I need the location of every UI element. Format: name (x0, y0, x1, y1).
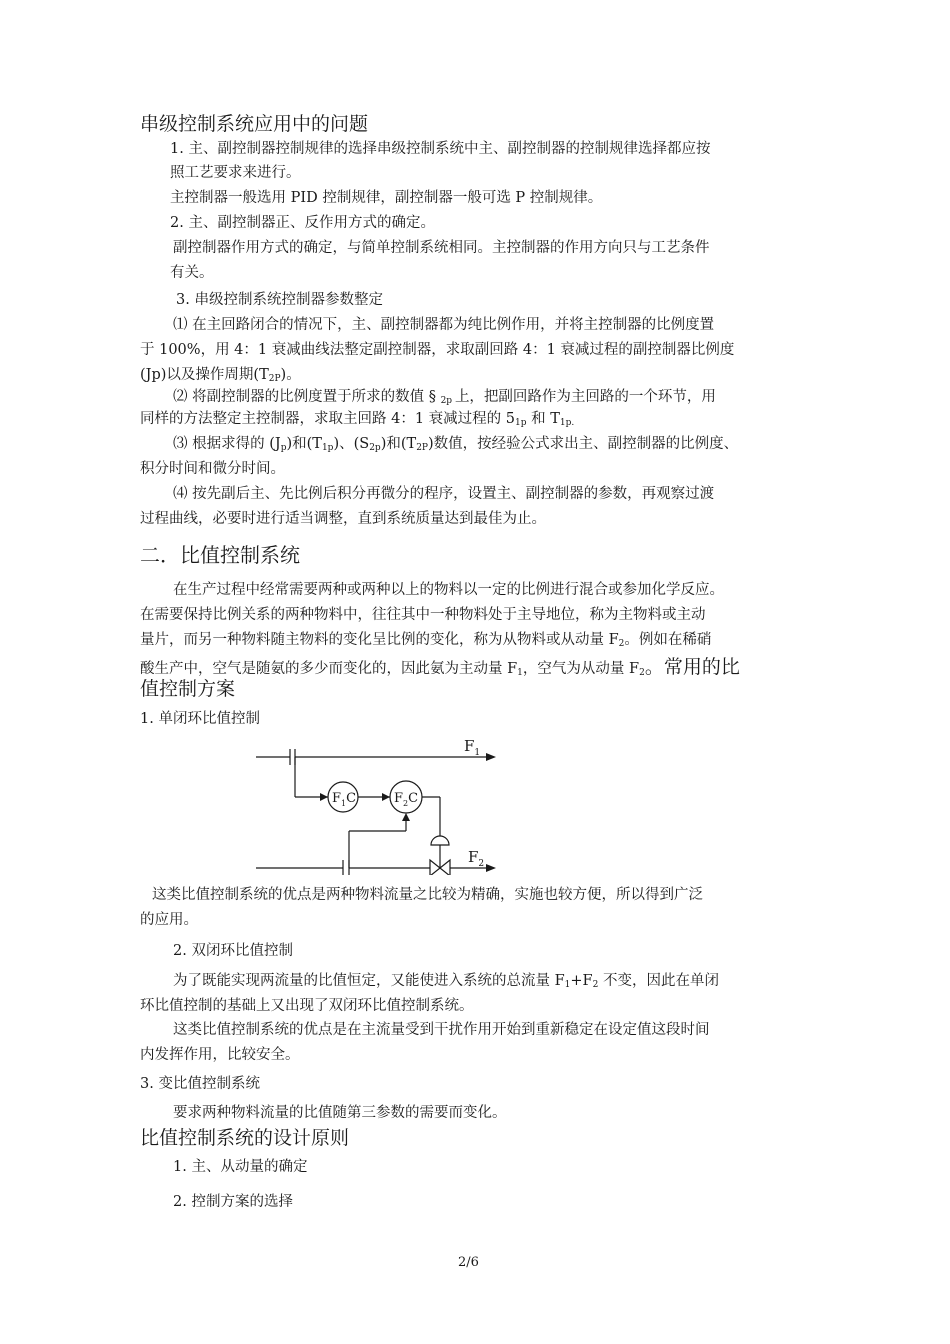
paragraph: (Jp)以及操作周期$(T_{2P})$。 (140, 367, 301, 384)
paragraph: 有关。 (170, 265, 214, 281)
paragraph: 量片，而另一种物料随主物料的变化呈比例的变化，称为从物料或从动量 $F_2$。例如在稀硝 (140, 632, 712, 649)
paragraph: 2. 主、副控制器正、反作用方式的确定。 (170, 215, 435, 231)
label-f2: $F_2$ (468, 848, 485, 869)
ratio-control-diagram (250, 735, 510, 875)
paragraph: 要求两种物料流量的比值随第三参数的需要而变化。 (173, 1105, 507, 1121)
paragraph: 的应用。 (140, 912, 198, 928)
paragraph: 在需要保持比例关系的两种物料中，往往其中一种物料处于主导地位，称为主物料或主动 (140, 607, 706, 623)
paragraph: 内发挥作用，比较安全。 (140, 1047, 300, 1063)
paragraph: 环比值控制的基础上又出现了双闭环比值控制系统。 (140, 998, 474, 1014)
label-f1c: $F_1C$ (332, 791, 357, 808)
paragraph: 为了既能实现两流量的比值恒定，又能使进入系统的总流量 $F_1+F_2$ 不变，因此在单闭 (173, 973, 719, 990)
paragraph: 积分时间和微分时间。 (140, 461, 285, 477)
list-item: 3. 变比值控制系统 (140, 1076, 260, 1092)
paragraph: 酸生产中，空气是随氨的多少而变化的，因此氨为主动量 $F_1$，空气为从动量 $F_2$。常用的比 (140, 656, 740, 678)
paragraph: ⑵ 将副控制器的比例度置于所求的数值 § $_{2p}$ 上，把副回路作为主回路的一个环节，用 (173, 389, 716, 406)
label-f2c: $F_2C$ (394, 791, 419, 808)
paragraph: 过程曲线，必要时进行适当调整，直到系统质量达到最佳为止。 (140, 511, 546, 527)
paragraph: 主控制器一般选用 PID 控制规律，副控制器一般可选 P 控制规律。 (170, 190, 603, 206)
paragraph: 1. 主、副控制器控制规律的选择串级控制系统中主、副控制器的控制规律选择都应按 (170, 141, 711, 157)
paragraph: 照工艺要求来进行。 (170, 165, 301, 181)
paragraph: 在生产过程中经常需要两种或两种以上的物料以一定的比例进行混合或参加化学反应。 (173, 582, 724, 598)
list-item: 1. 单闭环比值控制 (140, 711, 260, 727)
paragraph: ⑴ 在主回路闭合的情况下，主、副控制器都为纯比例作用，并将主控制器的比例度置 (173, 317, 715, 333)
section-title-cascade-issues: 串级控制系统应用中的问题 (140, 113, 369, 135)
list-item: 1. 主、从动量的确定 (173, 1159, 308, 1175)
paragraph: 3. 串级控制系统控制器参数整定 (176, 292, 383, 308)
paragraph: 于 100%，用 4：1 衰减曲线法整定副控制器，求取副回路 4：1 衰减过程的副控制器比例度 (140, 342, 735, 358)
paragraph: ⑷ 按先副后主、先比例后积分再微分的程序，设置主、副控制器的参数，再观察过渡 (173, 486, 715, 502)
list-item: 2. 控制方案的选择 (173, 1194, 293, 1210)
paragraph: 这类比值控制系统的优点是两种物料流量之比较为精确，实施也较方便，所以得到广泛 (152, 887, 703, 903)
page-number: 2/6 (458, 1255, 479, 1270)
paragraph: 值控制方案 (140, 678, 236, 700)
section-title-design-principles: 比值控制系统的设计原则 (140, 1127, 350, 1149)
paragraph: 同样的方法整定主控制器，求取主回路 4：1 衰减过程的 $5_{1p}$ 和 $T_{1p.}$ (140, 411, 575, 428)
label-f1: $F_1$ (464, 737, 481, 758)
list-item: 2. 双闭环比值控制 (173, 943, 293, 959)
paragraph: 这类比值控制系统的优点是在主流量受到干扰作用开始到重新稳定在设定值这段时间 (173, 1022, 710, 1038)
paragraph: 副控制器作用方式的确定，与简单控制系统相同。主控制器的作用方向只与工艺条件 (173, 240, 710, 256)
paragraph: ⑶ 根据求得的 $(J_p)$和$(T_{1p})$、$(S_{2p})$和$(T_{2P})$数值，按经验公式求出主、副控制器的比例度、 (173, 436, 739, 453)
section-heading-ratio-control: 二．比值控制系统 (140, 543, 300, 567)
